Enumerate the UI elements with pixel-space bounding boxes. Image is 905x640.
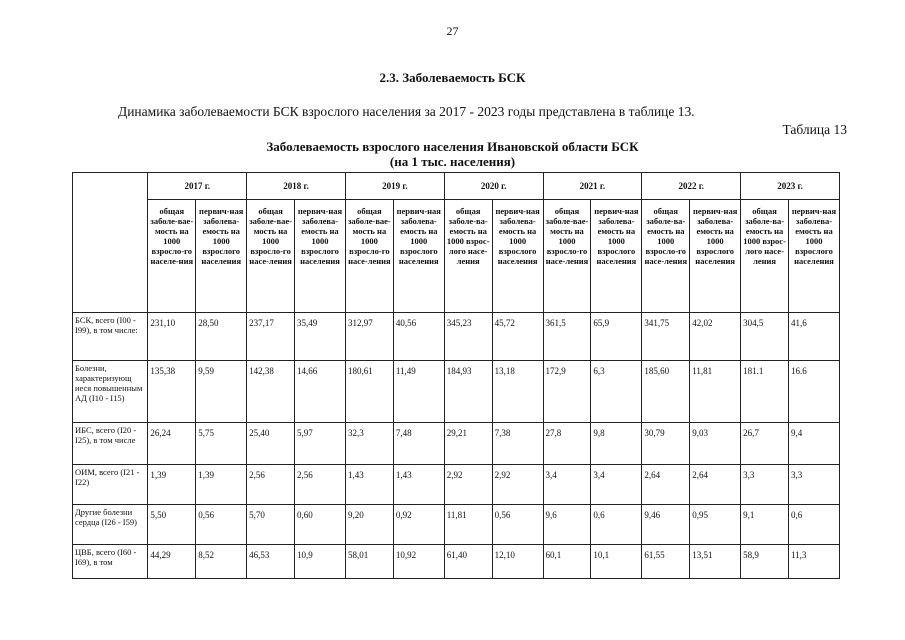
table-cell: 11,3 [789, 545, 840, 579]
table-cell: 3,4 [543, 465, 591, 505]
table-cell: 9,20 [345, 505, 393, 545]
table-cell: 9,59 [196, 361, 247, 423]
table-cell: 231,10 [148, 313, 196, 361]
table-cell: 2,64 [690, 465, 741, 505]
table-cell: 172,9 [543, 361, 591, 423]
table-cell: 41,6 [789, 313, 840, 361]
year-header: 2023 г. [741, 173, 840, 200]
table-row [73, 505, 840, 545]
year-header: 2018 г. [247, 173, 346, 200]
row-label: Болезни, характеризующ иеся повышенным АД (I10 - I15) [73, 361, 148, 423]
sub-header: первич-ная заболева-емость на 1000 взрослого населения [295, 200, 346, 313]
sub-header: общая заболе-вае-мость на 1000 взросло-го насе-ления [345, 200, 393, 313]
table-cell: 312,97 [345, 313, 393, 361]
table-cell: 2,56 [247, 465, 295, 505]
table-title-line-1: Заболеваемость взрослого населения Ивановской области БСК [266, 139, 639, 154]
table-cell: 341,75 [642, 313, 690, 361]
table-cell: 1,39 [196, 465, 247, 505]
table-cell: 13,18 [492, 361, 543, 423]
table-cell: 184,93 [444, 361, 492, 423]
table-cell: 0,6 [591, 505, 642, 545]
table-cell: 0,60 [295, 505, 346, 545]
sub-header: общая заболе-ва-емость на 1000 взрос-лого насе-ления [444, 200, 492, 313]
table-cell: 26,7 [741, 423, 789, 465]
intro-paragraph: Динамика заболеваемости БСК взрослого населения за 2017 - 2023 годы представлена в таблице 13. [118, 104, 695, 119]
table-cell: 2,92 [444, 465, 492, 505]
table-cell: 61,40 [444, 545, 492, 579]
table-cell: 14,66 [295, 361, 346, 423]
table-cell: 42,02 [690, 313, 741, 361]
table-cell: 12,10 [492, 545, 543, 579]
sub-header: первич-ная заболева-емость на 1000 взрослого населения [591, 200, 642, 313]
table-cell: 0,95 [690, 505, 741, 545]
table-cell: 58,01 [345, 545, 393, 579]
row-label: ЦВБ, всего (I60 - I69), в том [73, 545, 148, 579]
table-cell: 7,48 [393, 423, 444, 465]
table-cell: 8,52 [196, 545, 247, 579]
table-cell: 345,23 [444, 313, 492, 361]
table-row [73, 423, 840, 465]
sub-header: общая заболе-ва-емость на 1000 взросло-го насе-ления [642, 200, 690, 313]
table-cell: 0,6 [789, 505, 840, 545]
table-label: Таблица 13 [782, 122, 847, 137]
year-header: 2021 г. [543, 173, 642, 200]
table-cell: 9,8 [591, 423, 642, 465]
table-cell: 61,55 [642, 545, 690, 579]
table-cell: 16.6 [789, 361, 840, 423]
sub-header: общая заболе-вае-мость на 1000 взросло-го населе-ния [148, 200, 196, 313]
table-cell: 5,50 [148, 505, 196, 545]
sub-header: первич-ная заболева-емость на 1000 взрослого населения [492, 200, 543, 313]
table-cell: 181.1 [741, 361, 789, 423]
table-cell: 9,1 [741, 505, 789, 545]
table-row [73, 545, 840, 579]
table-cell: 29,21 [444, 423, 492, 465]
sub-header: первич-ная заболева-емость на 1000 взрослого населения [393, 200, 444, 313]
table-cell: 58,9 [741, 545, 789, 579]
table-row [73, 361, 840, 423]
table-cell: 30,79 [642, 423, 690, 465]
table-cell: 11,49 [393, 361, 444, 423]
sub-header: общая заболе-вае-мость на 1000 взросло-го насе-ления [543, 200, 591, 313]
table-cell: 11,81 [690, 361, 741, 423]
table-cell: 9,03 [690, 423, 741, 465]
section-title: 2.3. Заболеваемость БСК [379, 70, 526, 85]
table-cell: 44,29 [148, 545, 196, 579]
table-cell: 26,24 [148, 423, 196, 465]
table-cell: 28,50 [196, 313, 247, 361]
table-cell: 7,38 [492, 423, 543, 465]
table-cell: 2,64 [642, 465, 690, 505]
table-cell: 135,38 [148, 361, 196, 423]
table-cell: 180,61 [345, 361, 393, 423]
table-cell: 5,97 [295, 423, 346, 465]
table-cell: 5,70 [247, 505, 295, 545]
table-cell: 10,1 [591, 545, 642, 579]
row-label: Другие болезни сердца (I26 - I59) [73, 505, 148, 545]
table-cell: 185,60 [642, 361, 690, 423]
row-label: БСК, всего (I00 - I99), в том числе: [73, 313, 148, 361]
table-cell: 10,92 [393, 545, 444, 579]
table-cell: 5,75 [196, 423, 247, 465]
table-cell: 3,4 [591, 465, 642, 505]
table-title [0, 139, 905, 169]
table-cell: 1,39 [148, 465, 196, 505]
row-label: ОИМ, всего (I21 - I22) [73, 465, 148, 505]
morbidity-table [72, 172, 840, 579]
table-cell: 9,4 [789, 423, 840, 465]
sub-header: общая заболе-ва-емость на 1000 взрос-лого насе-ления [741, 200, 789, 313]
table-cell: 237,17 [247, 313, 295, 361]
table-cell: 1,43 [345, 465, 393, 505]
table-cell: 3,3 [741, 465, 789, 505]
year-header: 2019 г. [345, 173, 444, 200]
table-row [73, 465, 840, 505]
table-cell: 35,49 [295, 313, 346, 361]
table-cell: 40,56 [393, 313, 444, 361]
sub-header-row [73, 200, 840, 313]
page-number: 27 [446, 24, 459, 38]
table-cell: 11,81 [444, 505, 492, 545]
table-cell: 27,8 [543, 423, 591, 465]
table-cell: 0,56 [196, 505, 247, 545]
sub-header: первич-ная заболева-емость на 1000 взрослого населения [690, 200, 741, 313]
table-cell: 65,9 [591, 313, 642, 361]
table-cell: 13,51 [690, 545, 741, 579]
year-header: 2020 г. [444, 173, 543, 200]
sub-header: первич-ная заболева-емость на 1000 взрослого населения [196, 200, 247, 313]
table-cell: 9,46 [642, 505, 690, 545]
table-cell: 0,56 [492, 505, 543, 545]
table-cell: 10,9 [295, 545, 346, 579]
table-cell: 2,56 [295, 465, 346, 505]
sub-header: общая заболе-вае-мость на 1000 взросло-го насе-ления [247, 200, 295, 313]
year-header-row [73, 173, 840, 200]
table-cell: 25,40 [247, 423, 295, 465]
table-cell: 0,92 [393, 505, 444, 545]
table-cell: 361,5 [543, 313, 591, 361]
year-header: 2022 г. [642, 173, 741, 200]
table-cell: 3,3 [789, 465, 840, 505]
sub-header: первич-ная заболева-емость на 1000 взрослого населения [789, 200, 840, 313]
table-cell: 9,6 [543, 505, 591, 545]
year-header: 2017 г. [148, 173, 247, 200]
table-cell: 304,5 [741, 313, 789, 361]
table-cell: 45,72 [492, 313, 543, 361]
table-cell: 2,92 [492, 465, 543, 505]
table-cell: 46,53 [247, 545, 295, 579]
row-label-header [73, 173, 148, 313]
row-label: ИБС, всего (I20 - I25), в том числе [73, 423, 148, 465]
table-row [73, 313, 840, 361]
table-cell: 60,1 [543, 545, 591, 579]
table-cell: 1,43 [393, 465, 444, 505]
table-cell: 142,38 [247, 361, 295, 423]
table-title-line-2: (на 1 тыс. населения) [389, 154, 516, 169]
table-cell: 6,3 [591, 361, 642, 423]
table-cell: 32,3 [345, 423, 393, 465]
